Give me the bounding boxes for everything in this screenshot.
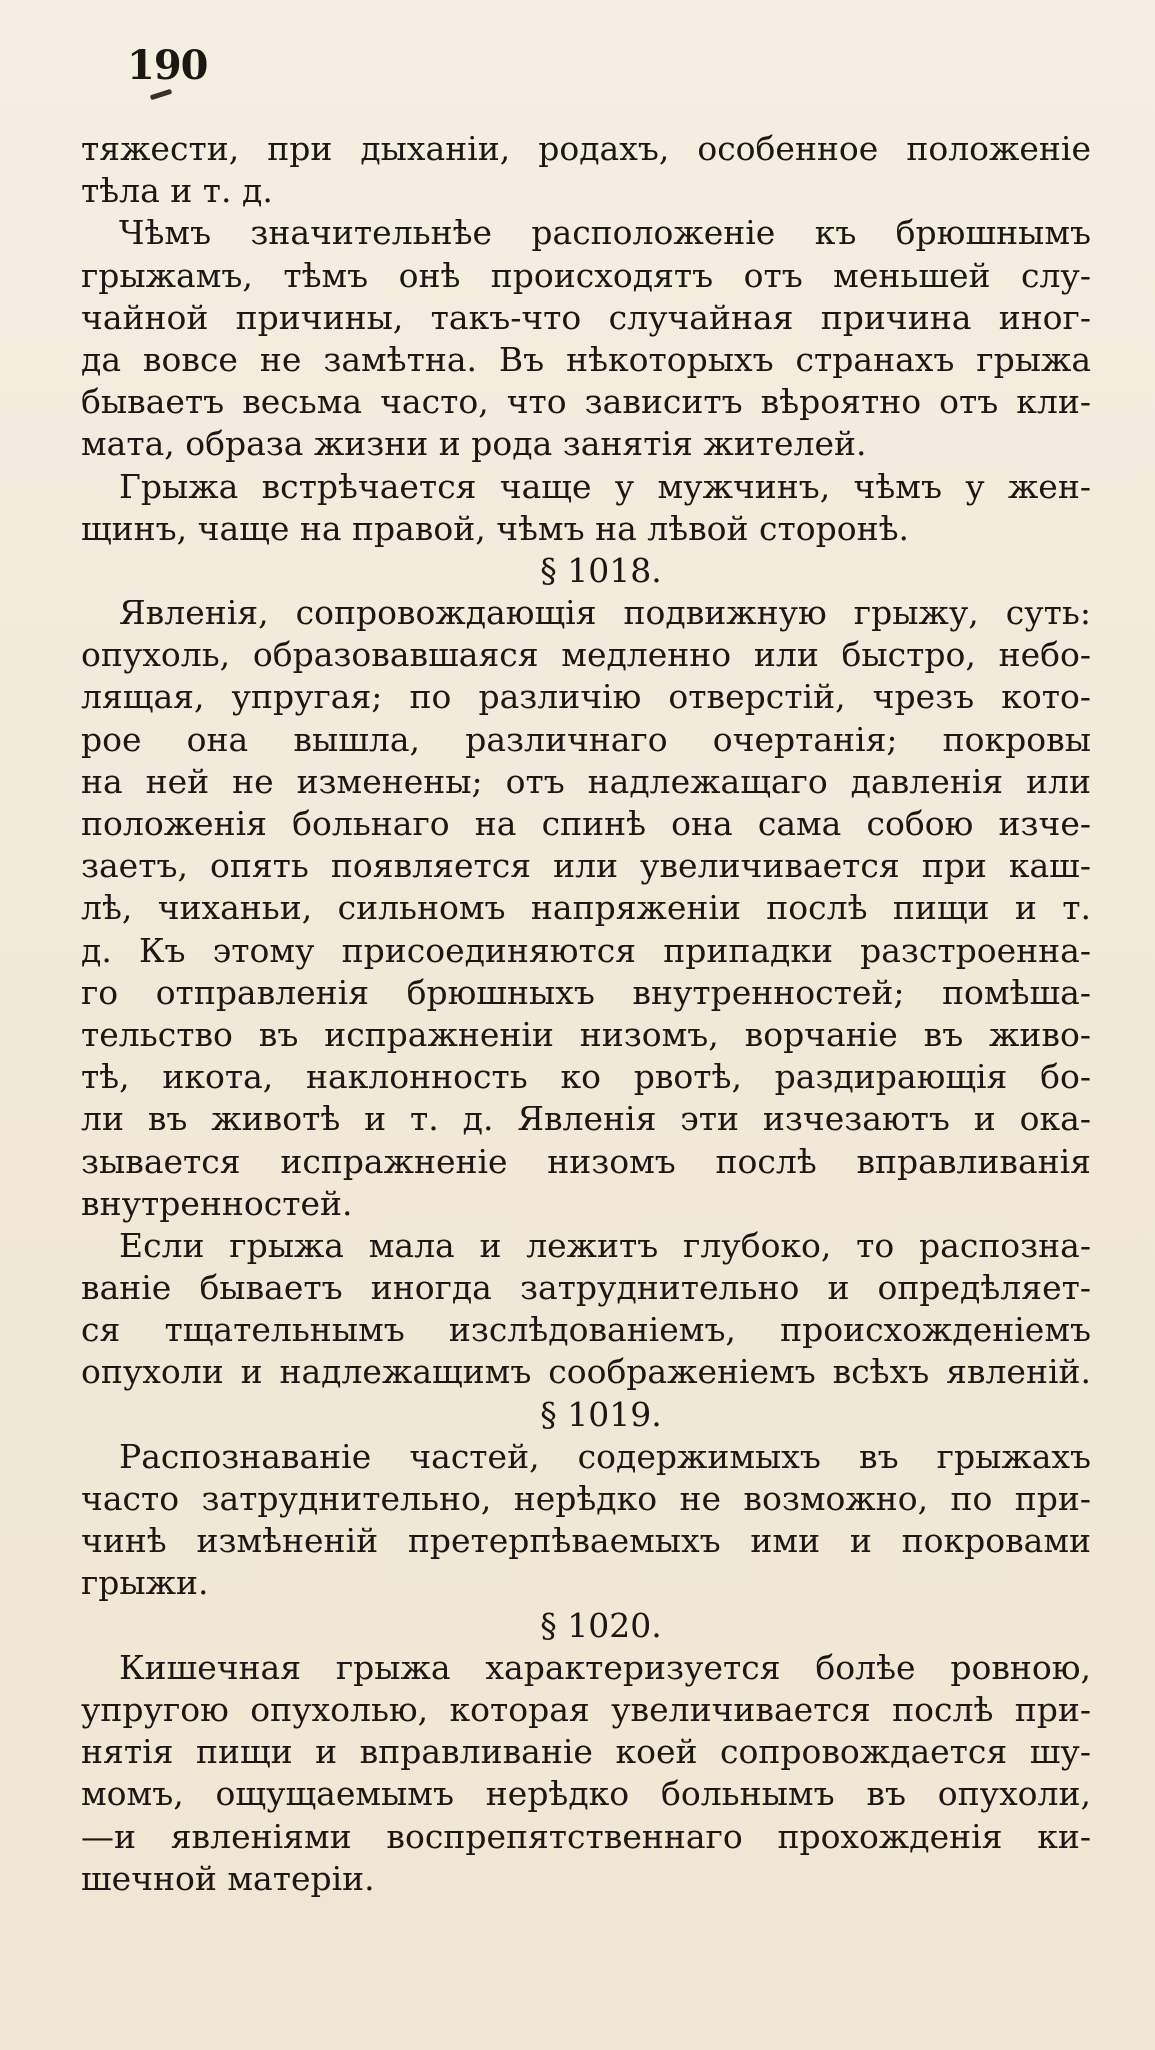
text-line: чинѣ измѣненій претерпѣваемыхъ ими и покровами (81, 1521, 1091, 1561)
text-line: нятія пищи и вправливаніе коей сопровождается шу- (81, 1732, 1091, 1772)
text-line: го отправленія брюшныхъ внутренностей; помѣша- (81, 972, 1091, 1012)
text-line: зывается испражненіе низомъ послѣ вправливанія (81, 1141, 1091, 1181)
section-heading: § 1018. (540, 550, 662, 590)
section-heading: § 1019. (540, 1394, 662, 1434)
text-line: Чѣмъ значительнѣе расположеніе къ брюшнымъ (119, 213, 1091, 253)
text-line: Кишечная грыжа характеризуется болѣе ровною, (119, 1647, 1091, 1687)
page-number: 190 (127, 42, 208, 89)
text-line: упругою опухолью, которая увеличивается послѣ при- (81, 1689, 1091, 1729)
text-line: опухоль, образовавшаяся медленно или быстро, небо- (81, 635, 1091, 675)
text-line: тѣ, икота, наклонность ко рвотѣ, раздирающія бо- (81, 1057, 1091, 1097)
text-line: шечной матеріи. (81, 1858, 375, 1898)
text-line: лѣ, чиханьи, сильномъ напряженіи послѣ пищи и т. (81, 888, 1091, 928)
body-text (81, 128, 1091, 1900)
page-number-flourish (150, 89, 172, 101)
text-line: внутренностей. (81, 1183, 353, 1223)
text-line: грыжамъ, тѣмъ онѣ происходятъ отъ меньшей слу- (81, 255, 1091, 295)
text-line: тельство въ испражненіи низомъ, ворчаніе въ живо- (81, 1014, 1091, 1054)
text-line: Распознаваніе частей, содержимыхъ въ грыжахъ (119, 1436, 1091, 1476)
text-line: Грыжа встрѣчается чаще у мужчинъ, чѣмъ у жен- (119, 466, 1091, 506)
text-line: тяжести, при дыханіи, родахъ, особенное положеніе (81, 129, 1091, 168)
text-line: да вовсе не замѣтна. Въ нѣкоторыхъ странахъ грыжа (81, 339, 1091, 379)
text-line: —и явленіями воспрепятственнаго прохожденія ки- (81, 1816, 1091, 1856)
text-line: грыжи. (81, 1563, 209, 1603)
text-line: на ней не изменены; отъ надлежащаго давленія или (81, 761, 1091, 801)
text-line: лящая, упругая; по различію отверстій, чрезъ кото- (81, 677, 1091, 717)
text-line: тѣла и т. д. (81, 171, 273, 211)
text-line: чайной причины, такъ-что случайная причина иног- (81, 297, 1091, 337)
text-line: ли въ животѣ и т. д. Явленія эти изчезаютъ и ока- (81, 1099, 1091, 1139)
text-line: бываетъ весьма часто, что зависитъ вѣроятно отъ кли- (81, 382, 1091, 422)
text-line: положенія больнаго на спинѣ она сама собою изче- (81, 804, 1091, 843)
text-line: заетъ, опять появляется или увеличивается при каш- (81, 846, 1091, 886)
text-line: момъ, ощущаемымъ нерѣдко больнымъ въ опухоли, (81, 1774, 1091, 1814)
text-line: ваніе бываетъ иногда затруднительно и опредѣляет- (81, 1268, 1091, 1308)
text-line: опухоли и надлежащимъ соображеніемъ всѣхъ явленій. (81, 1352, 1091, 1392)
text-line: часто затруднительно, нерѣдко не возможно, по при- (81, 1479, 1091, 1518)
text-line: мата, образа жизни и рода занятія жителей. (81, 424, 867, 464)
section-heading: § 1020. (540, 1605, 662, 1645)
text-line: д. Къ этому присоединяются припадки разстроенна- (81, 930, 1091, 970)
text-line: ся тщательнымъ изслѣдованіемъ, происхожденіемъ (81, 1310, 1091, 1350)
text-line: щинъ, чаще на правой, чѣмъ на лѣвой сторонѣ. (81, 508, 910, 548)
text-line: Если грыжа мала и лежитъ глубоко, то распозна- (119, 1225, 1091, 1265)
text-line: рое она вышла, различнаго очертанія; покровы (81, 719, 1091, 759)
text-line: Явленія, сопровождающія подвижную грыжу, суть: (119, 593, 1091, 633)
